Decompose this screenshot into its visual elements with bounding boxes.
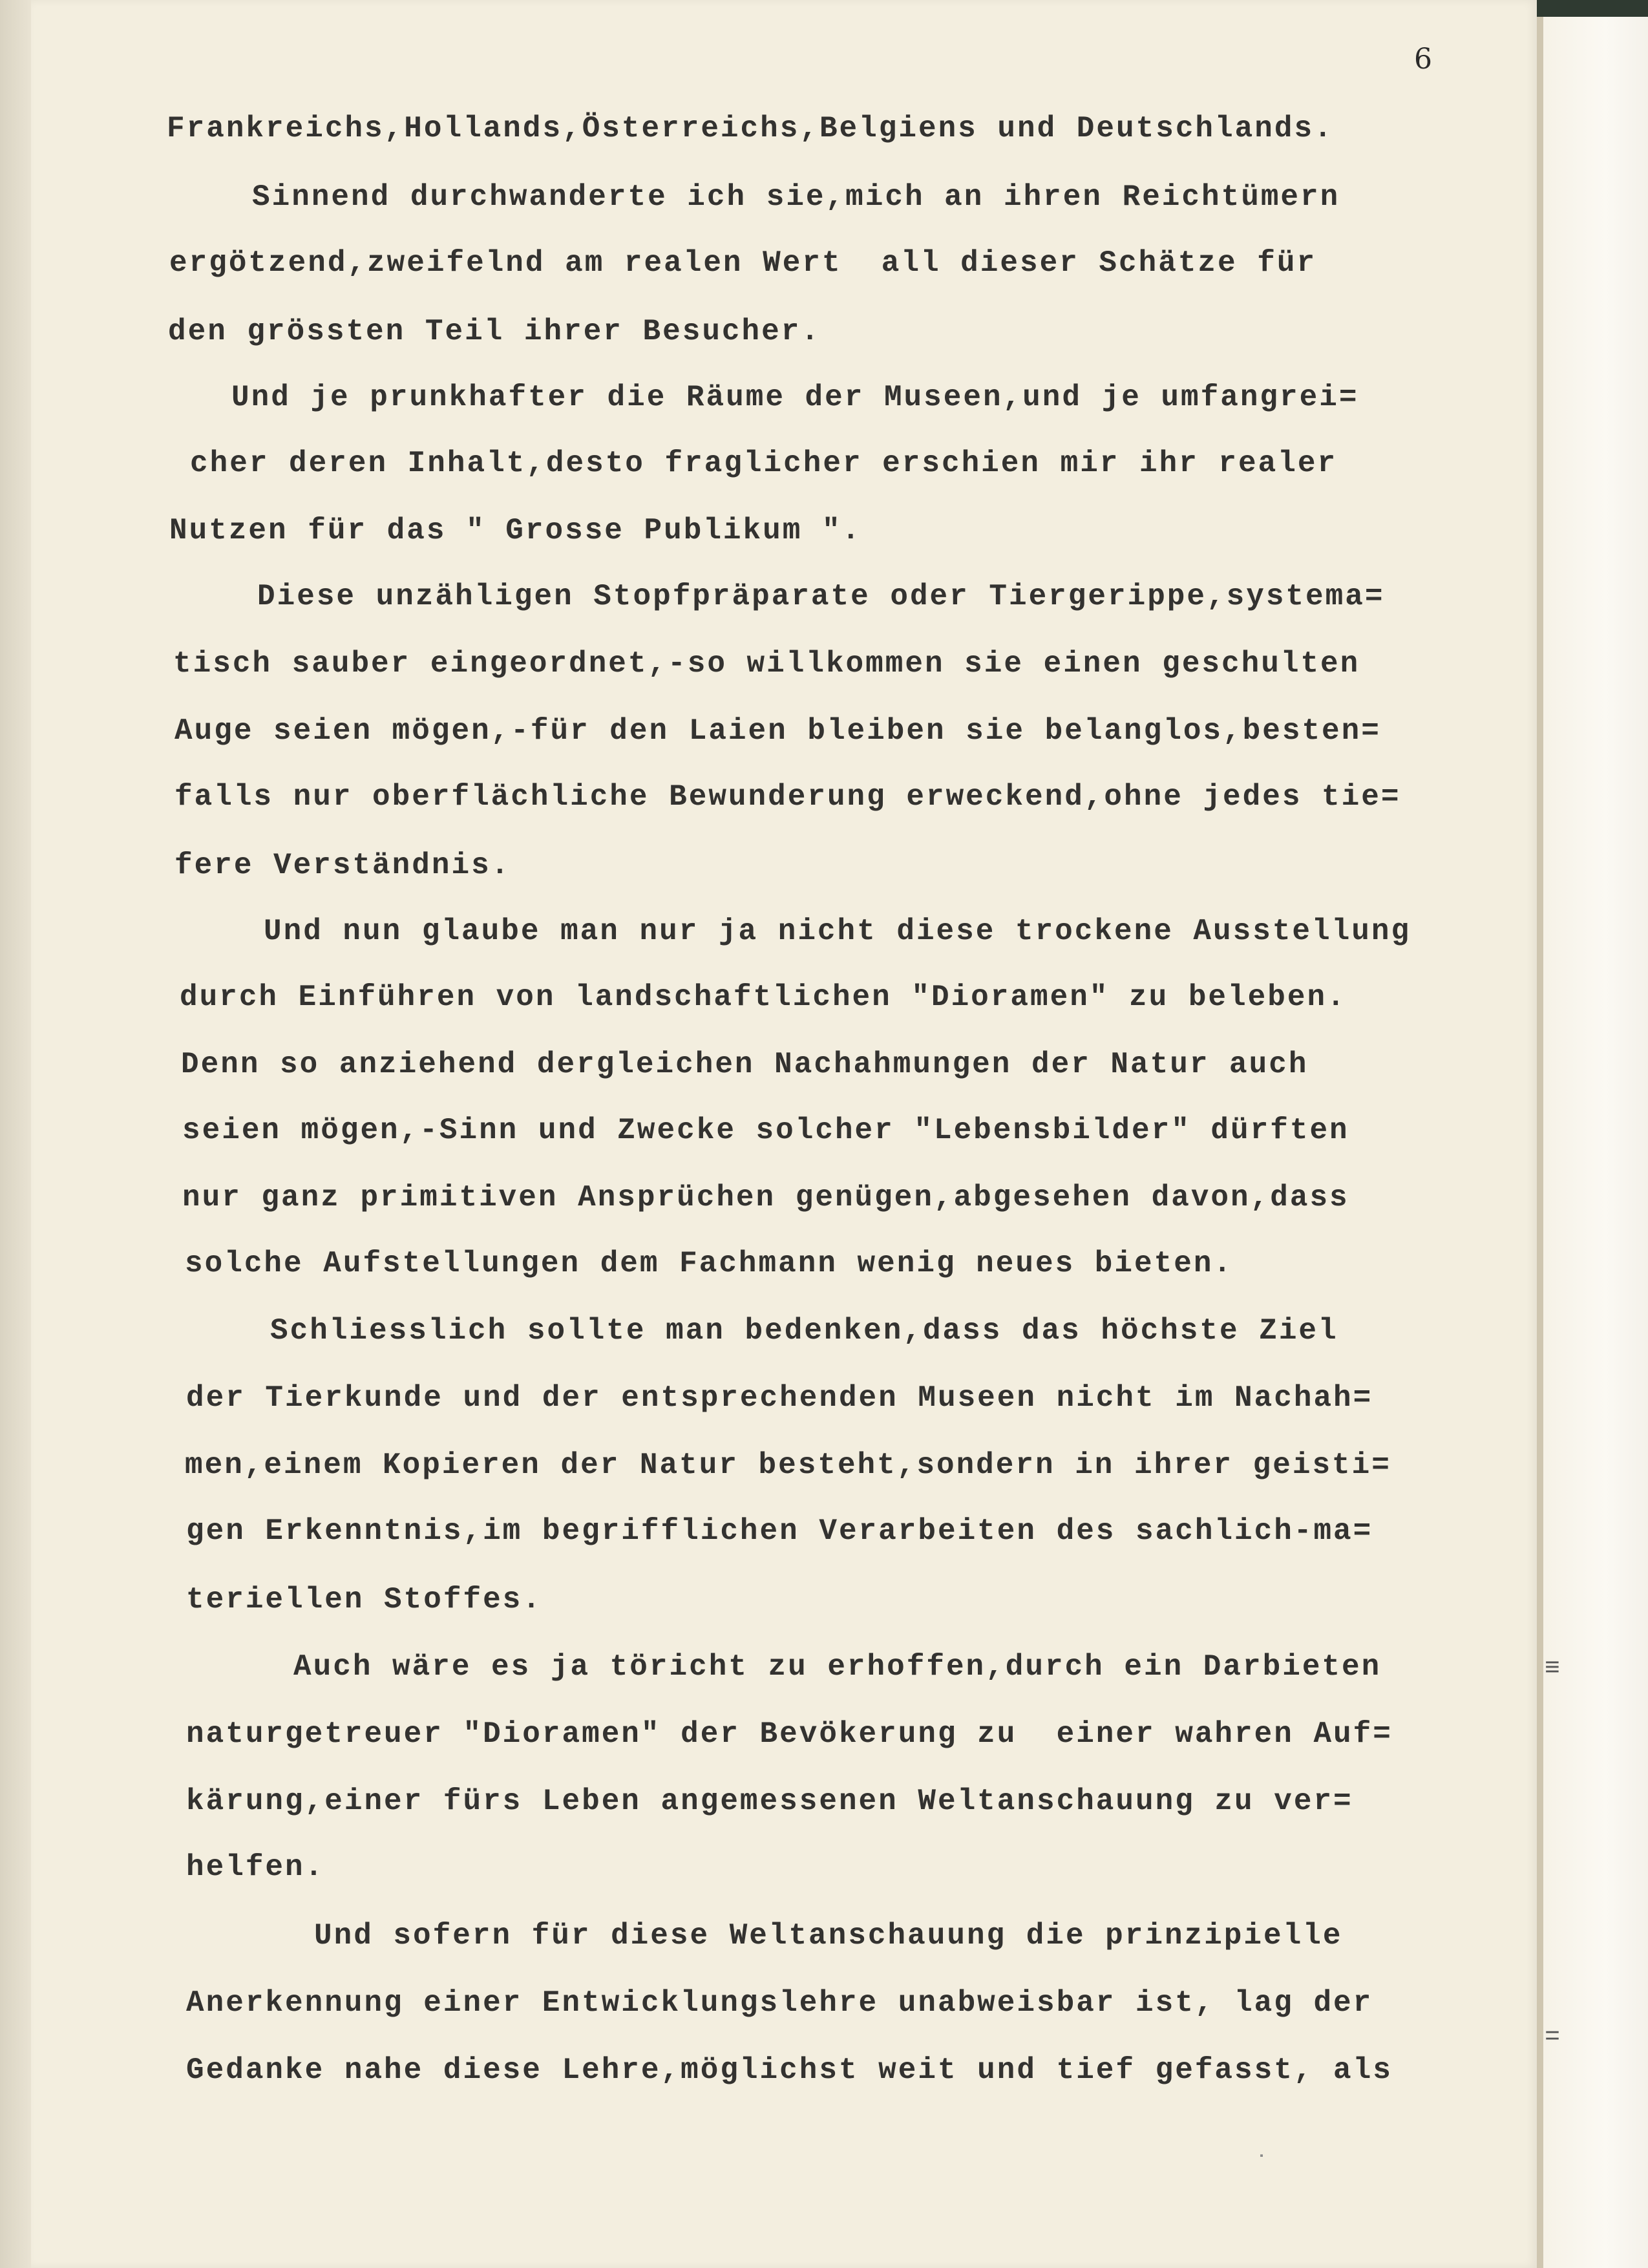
scan-background-left — [0, 0, 31, 2268]
text-line: Frankreichs,Hollands,Österreichs,Belgiens und Deutschlands. — [167, 112, 1334, 145]
text-line: teriellen Stoffes. — [186, 1583, 542, 1616]
text-line: falls nur oberflächliche Bewunderung erweckend,ohne jedes tie= — [174, 780, 1401, 814]
text-line: kärung,einer fürs Leben angemessenen Weltanschauung zu ver= — [186, 1785, 1353, 1818]
text-line: der Tierkunde und der entsprechenden Museen nicht im Nachah= — [186, 1381, 1373, 1415]
text-line: naturgetreuer "Dioramen" der Bevökerung zu einer wahren Auf= — [186, 1717, 1393, 1751]
text-line: Denn so anziehend dergleichen Nachahmungen der Natur auch — [181, 1048, 1309, 1081]
text-line: men,einem Kopieren der Natur besteht,sondern in ihrer geisti= — [185, 1448, 1391, 1482]
text-line: Anerkennung einer Entwicklungslehre unabweisbar ist, lag der — [186, 1986, 1373, 2020]
page-edge — [1537, 0, 1543, 2268]
text-line: Diese unzähligen Stopfpräparate oder Tiergerippe,systema= — [257, 580, 1385, 613]
text-line: ergötzend,zweifelnd am realen Wert all dieser Schätze für — [169, 246, 1317, 280]
margin-tick-mark: ≡ — [1545, 1655, 1561, 1684]
text-line: Nutzen für das " Grosse Publikum ". — [169, 514, 862, 547]
text-line: Und sofern für diese Weltanschauung die prinzipielle — [314, 1919, 1343, 1953]
text-line: Schliesslich sollte man bedenken,dass das höchste Ziel — [270, 1314, 1338, 1348]
text-line: Auge seien mögen,-für den Laien bleiben sie belanglos,besten= — [174, 714, 1381, 748]
text-line: durch Einführen von landschaftlichen "Dioramen" zu beleben. — [180, 980, 1347, 1014]
text-line: Auch wäre es ja töricht zu erhoffen,durch ein Darbieten — [293, 1650, 1382, 1684]
text-line: gen Erkenntnis,im begrifflichen Verarbeiten des sachlich-ma= — [186, 1514, 1373, 1548]
margin-tick-mark: = — [1545, 2023, 1561, 2052]
page-number: 6 — [1414, 43, 1432, 76]
text-line: Und je prunkhafter die Räume der Museen,und je umfangrei= — [231, 381, 1359, 414]
text-line: cher deren Inhalt,desto fraglicher erschien mir ihr realer — [190, 447, 1338, 480]
pencil-mark: ˙ — [1254, 2152, 1270, 2181]
text-line: helfen. — [186, 1850, 325, 1884]
text-line: fere Verständnis. — [174, 849, 511, 882]
text-line: solche Aufstellungen dem Fachmann wenig neues bieten. — [185, 1247, 1234, 1280]
scan-background-corner — [1537, 0, 1648, 17]
text-line: den grössten Teil ihrer Besucher. — [168, 315, 821, 348]
text-line: Gedanke nahe diese Lehre,möglichst weit und tief gefasst, als — [186, 2053, 1393, 2087]
underlying-sheet — [1543, 0, 1648, 2268]
text-line: tisch sauber eingeordnet,-so willkommen sie einen geschulten — [173, 647, 1360, 681]
text-line: nur ganz primitiven Ansprüchen genügen,abgesehen davon,dass — [182, 1181, 1349, 1214]
text-line: seien mögen,-Sinn und Zwecke solcher "Lebensbilder" dürften — [182, 1114, 1349, 1147]
text-line: Und nun glaube man nur ja nicht diese trockene Ausstellung — [264, 915, 1411, 948]
text-line: Sinnend durchwanderte ich sie,mich an ihren Reichtümern — [252, 180, 1340, 214]
